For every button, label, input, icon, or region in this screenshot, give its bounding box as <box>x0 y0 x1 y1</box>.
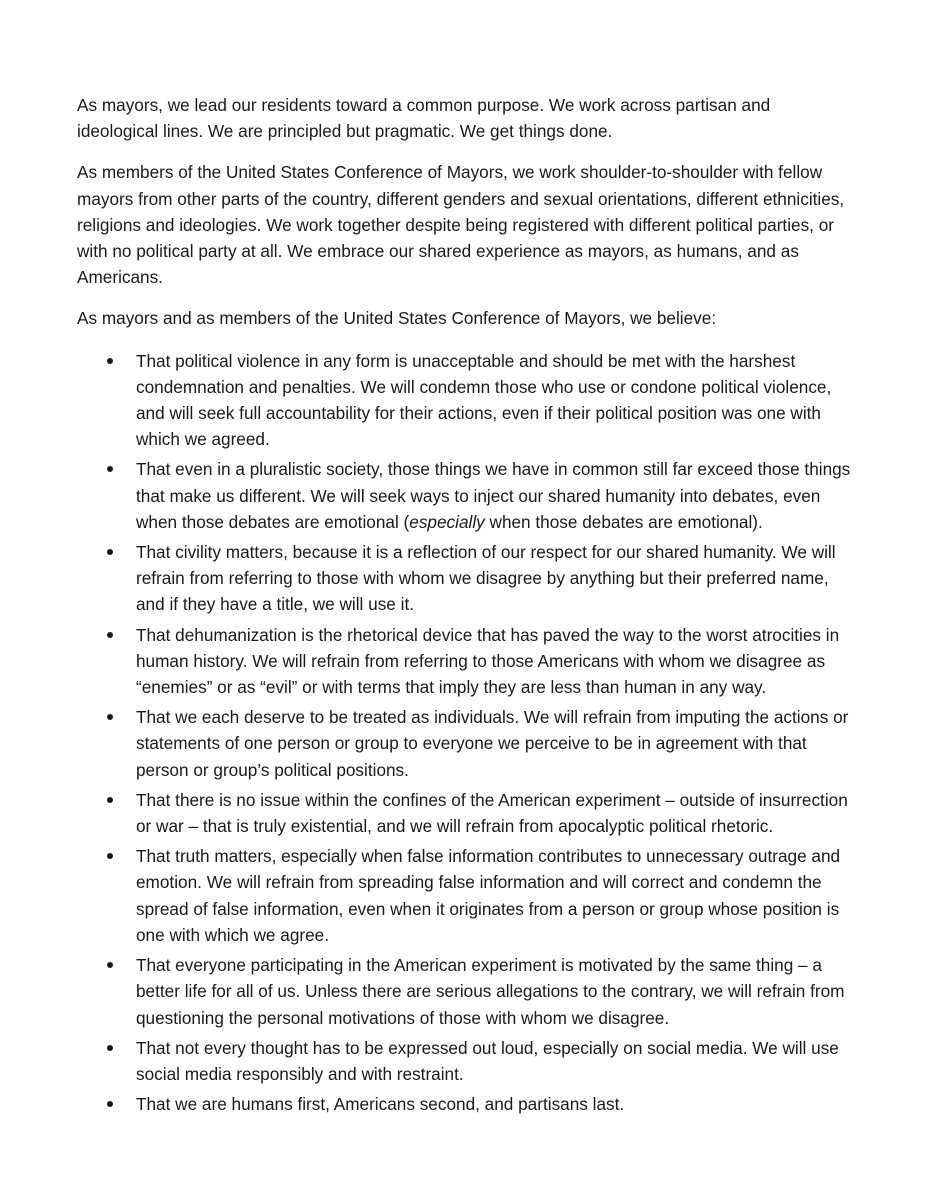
bullet-icon <box>107 632 113 638</box>
bullet-icon <box>107 358 113 364</box>
list-item-text: That there is no issue within the confines of the American experiment – outside of insurrection or war – that is truly existential, and we will refrain from apocalyptic political rhetoric. <box>136 789 848 837</box>
list-item-text: That dehumanization is the rhetorical device that has paved the way to the worst atrocities in human history. We will refrain from referring to those Americans with whom we disagree as “enemies” or as “evil” or with terms that imply they are less than human in any way. <box>136 624 840 698</box>
list-item <box>77 1091 852 1117</box>
bullet-icon <box>107 549 113 555</box>
list-item <box>77 456 852 535</box>
list-item-text: That everyone participating in the American experiment is motivated by the same thing – a better life for all of us. Unless there are serious allegations to the contrary, we will refrain from questioning the personal motivations of those with whom we disagree. <box>136 955 845 1028</box>
list-item <box>77 539 852 618</box>
bullet-icon <box>107 466 113 472</box>
list-item <box>77 952 852 1031</box>
intro-paragraph: As mayors, we lead our residents toward a common purpose. We work across partisan and ideological lines. We are principled but pragmatic. We get things done. <box>77 95 771 142</box>
list-item-text: That not every thought has to be expressed out loud, especially on social media. We will use social media responsibly and with restraint. <box>136 1037 839 1084</box>
bullet-icon <box>107 797 113 803</box>
list-item <box>77 1035 852 1087</box>
list-item-text: That political violence in any form is unacceptable and should be met with the harshest condemnation and penalties. We will condemn those who use or condone political violence, and will seek full accountability for their actions, even if their political position was one with which we agreed. <box>136 350 832 450</box>
list-item-text: That we each deserve to be treated as individuals. We will refrain from imputing the actions or statements of one person or group to everyone we perceive to be in agreement with that person or group’s political positions. <box>136 707 849 780</box>
bullet-icon <box>107 1045 113 1051</box>
list-item <box>77 704 852 783</box>
list-item-text: That we are humans first, Americans second, and partisans last. <box>136 1094 625 1115</box>
membership-paragraph: As members of the United States Conference of Mayors, we work shoulder-to-shoulder with fellow mayors from other parts of the country, different genders and sexual orientations, different ethnicities, religions and ideologies. We work together despite being registered with different political parties, or with no political party at all. We embrace our shared experience as mayors, as humans, and as Americans. <box>77 162 845 288</box>
list-item-text-after: when those debates are emotional). <box>484 511 763 532</box>
emphasis-text: especially <box>409 511 485 532</box>
list-item <box>77 622 852 701</box>
list-item <box>77 348 852 453</box>
belief-list <box>77 348 852 1118</box>
bullet-icon <box>107 962 113 968</box>
list-item-text: That civility matters, because it is a reflection of our respect for our shared humanity. We will refrain from referring to those with whom we disagree by anything but their preferred name, and if they have a title, we will use it. <box>136 542 836 615</box>
list-item-text: That truth matters, especially when false information contributes to unnecessary outrage and emotion. We will refrain from spreading false information and will correct and condemn the spread of false information, even when it originates from a person or group whose position is one with which we agree. <box>136 846 841 945</box>
list-item <box>77 843 852 948</box>
bullet-icon <box>107 853 113 859</box>
list-item <box>77 787 852 839</box>
belief-lead-paragraph: As mayors and as members of the United States Conference of Mayors, we believe: <box>77 308 717 329</box>
bullet-icon <box>107 1101 113 1107</box>
bullet-icon <box>107 714 113 720</box>
list-item-text-before: That even in a pluralistic society, those things we have in common still far exceed those things that make us different. We will seek ways to inject our shared humanity into debates, even when those debates are emotional ( <box>136 459 851 532</box>
